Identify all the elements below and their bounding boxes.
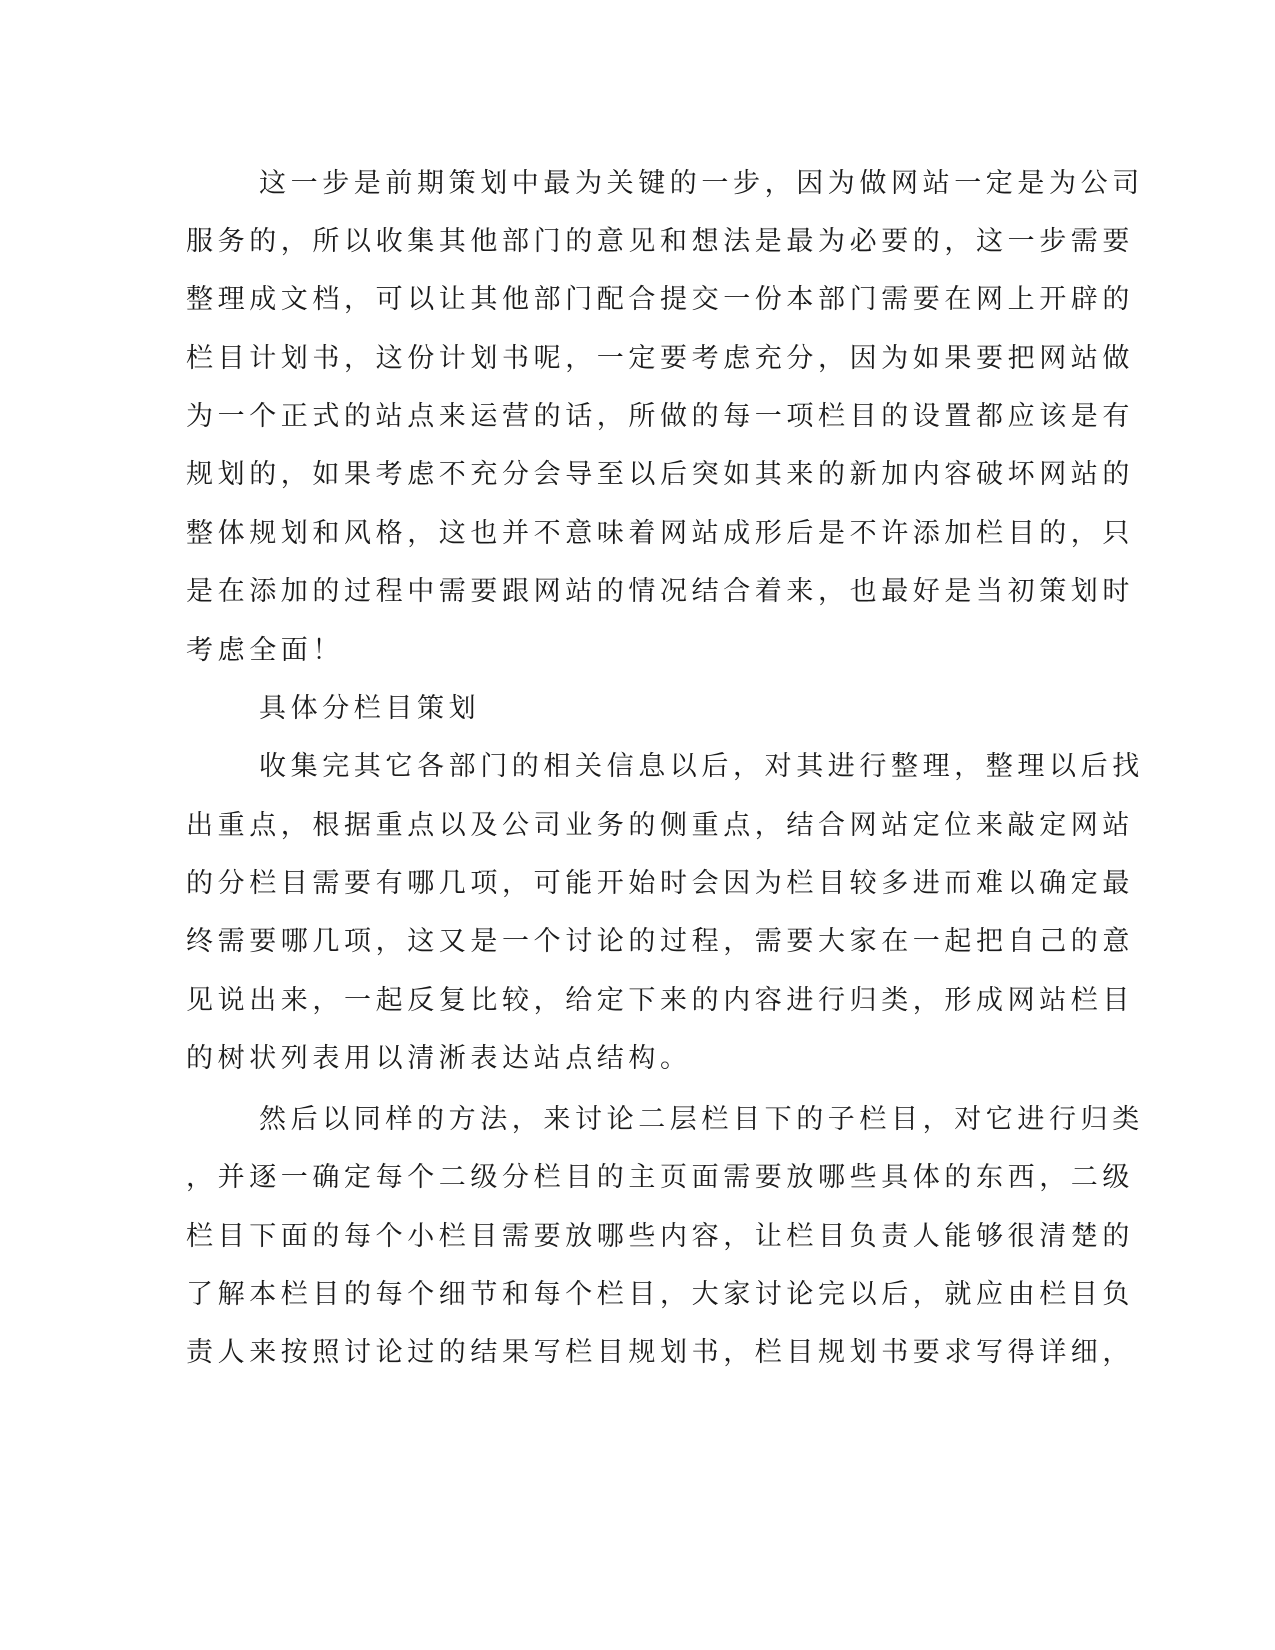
paragraph-1-line-9: 考虑全面！ [186, 635, 344, 666]
paragraph-2-line-2: 出重点，根据重点以及公司业务的侧重点，结合网站定位来敲定网站 [186, 810, 1134, 841]
paragraph-2-line-1: 收集完其它各部门的相关信息以后，对其进行整理，整理以后找 [259, 751, 1144, 782]
paragraph-3-line-3: 栏目下面的每个小栏目需要放哪些内容，让栏目负责人能够很清楚的 [186, 1221, 1134, 1252]
paragraph-2-line-3: 的分栏目需要有哪几项，可能开始时会因为栏目较多进而难以确定最 [186, 868, 1134, 899]
paragraph-1-line-6: 规划的，如果考虑不充分会导至以后突如其来的新加内容破坏网站的 [186, 459, 1134, 490]
paragraph-2-line-4: 终需要哪几项，这又是一个讨论的过程，需要大家在一起把自己的意 [186, 926, 1134, 957]
paragraph-1-line-7: 整体规划和风格，这也并不意味着网站成形后是不许添加栏目的，只 [186, 518, 1134, 549]
paragraph-1-line-4: 栏目计划书，这份计划书呢，一定要考虑充分，因为如果要把网站做 [186, 343, 1134, 374]
paragraph-3-line-2: ，并逐一确定每个二级分栏目的主页面需要放哪些具体的东西，二级 [186, 1162, 1134, 1193]
paragraph-1-line-5: 为一个正式的站点来运营的话，所做的每一项栏目的设置都应该是有 [186, 401, 1134, 432]
paragraph-1-line-3: 整理成文档，可以让其他部门配合提交一份本部门需要在网上开辟的 [186, 284, 1134, 315]
paragraph-3-line-5: 责人来按照讨论过的结果写栏目规划书，栏目规划书要求写得详细， [186, 1337, 1134, 1368]
paragraph-1-line-2: 服务的，所以收集其他部门的意见和想法是最为必要的，这一步需要 [186, 226, 1134, 257]
paragraph-2-line-6: 的树状列表用以清淅表达站点结构。 [186, 1043, 692, 1074]
paragraph-1-line-1: 这一步是前期策划中最为关键的一步，因为做网站一定是为公司 [259, 168, 1144, 199]
paragraph-3-line-4: 了解本栏目的每个细节和每个栏目，大家讨论完以后，就应由栏目负 [186, 1279, 1134, 1310]
paragraph-1-line-8: 是在添加的过程中需要跟网站的情况结合着来，也最好是当初策划时 [186, 576, 1134, 607]
paragraph-3-line-1: 然后以同样的方法，来讨论二层栏目下的子栏目，对它进行归类 [259, 1104, 1144, 1135]
section-heading: 具体分栏目策划 [259, 693, 481, 724]
paragraph-2-line-5: 见说出来，一起反复比较，给定下来的内容进行归类，形成网站栏目 [186, 985, 1134, 1016]
